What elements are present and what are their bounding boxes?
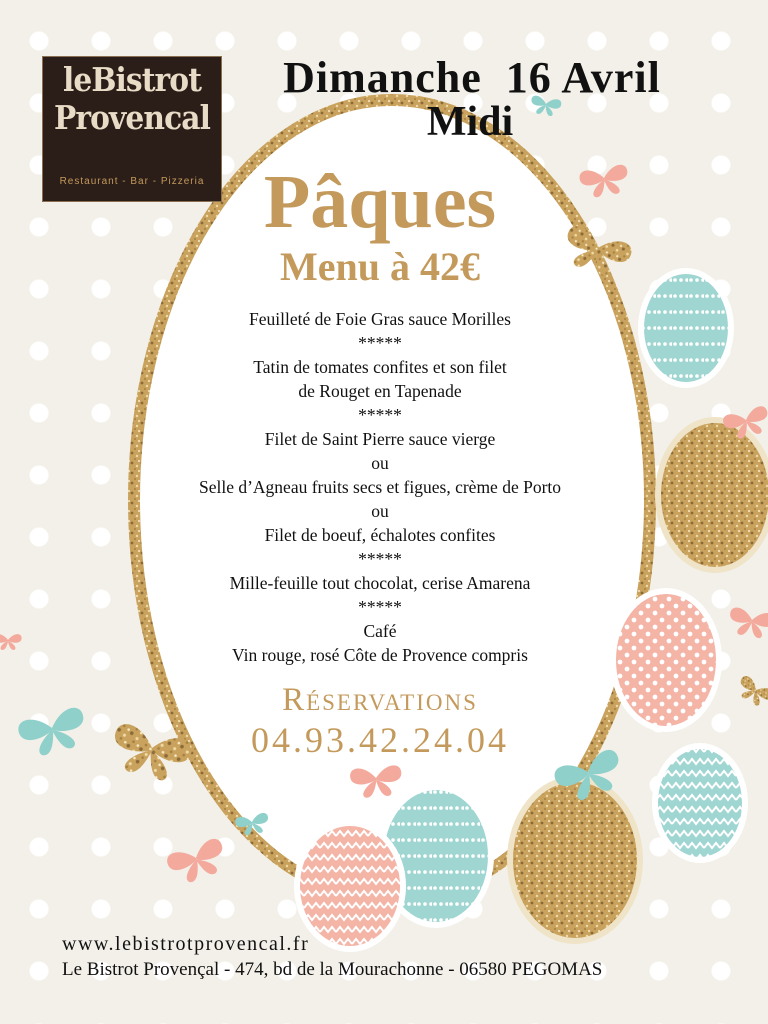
pink-dotted-egg-icon	[610, 588, 722, 732]
address: Le Bistrot Provençal - 474, bd de la Mourachonne - 06580 PEGOMAS	[62, 959, 603, 980]
menu-separator: *****	[358, 333, 402, 353]
logo-tagline: Restaurant - Bar - Pizzeria	[59, 176, 205, 187]
teal-chevron-egg-icon	[652, 743, 748, 863]
menu-list	[150, 307, 610, 667]
teal-striped-egg-icon	[638, 268, 734, 388]
menu-line: Filet de boeuf, échalotes confites	[264, 525, 496, 545]
menu-separator: *****	[358, 597, 402, 617]
menu-or: ou	[371, 501, 389, 521]
menu-line: Café	[363, 621, 397, 641]
reservations-phone: 04.93.42.24.04	[251, 720, 509, 760]
website-link[interactable]: www.lebistrotprovencal.fr	[62, 933, 310, 955]
pink-butterfly-icon	[165, 837, 230, 888]
menu-separator: *****	[358, 405, 402, 425]
teal-butterfly-icon	[16, 706, 90, 761]
menu-line: Selle d’Agneau fruits secs et figues, crème de Porto	[198, 477, 562, 497]
menu-line: Mille-feuille tout chocolat, cerise Amarena	[229, 573, 531, 593]
menu-line: Feuilleté de Foie Gras sauce Morilles	[249, 309, 511, 329]
menu-price: Menu à 42€	[280, 244, 480, 289]
gold-glitter-egg-icon	[655, 417, 768, 573]
gold-glitter-egg-icon	[507, 776, 643, 944]
pink-butterfly-icon	[0, 634, 22, 650]
menu-line: Tatin de tomates confites et son filet	[253, 357, 507, 377]
logo-name-line2: Provencal	[53, 98, 211, 137]
logo-name	[52, 61, 212, 137]
menu-line: Vin rouge, rosé Côte de Provence compris	[232, 645, 528, 665]
pink-butterfly-icon	[727, 606, 768, 640]
menu-line: Filet de Saint Pierre sauce vierge	[264, 429, 496, 449]
event-date: Dimanche 16 Avril	[283, 53, 661, 102]
reservations-label: Réservations	[282, 682, 478, 718]
page-title: Pâques	[263, 160, 497, 244]
menu-or: ou	[371, 453, 389, 473]
event-time: Midi	[426, 99, 514, 145]
logo-name-line1: leBistrot	[62, 60, 202, 99]
gold-butterfly-icon	[734, 674, 768, 710]
pink-butterfly-icon	[578, 164, 630, 200]
menu-line: de Rouget en Tapenade	[298, 381, 462, 401]
menu-separator: *****	[358, 549, 402, 569]
